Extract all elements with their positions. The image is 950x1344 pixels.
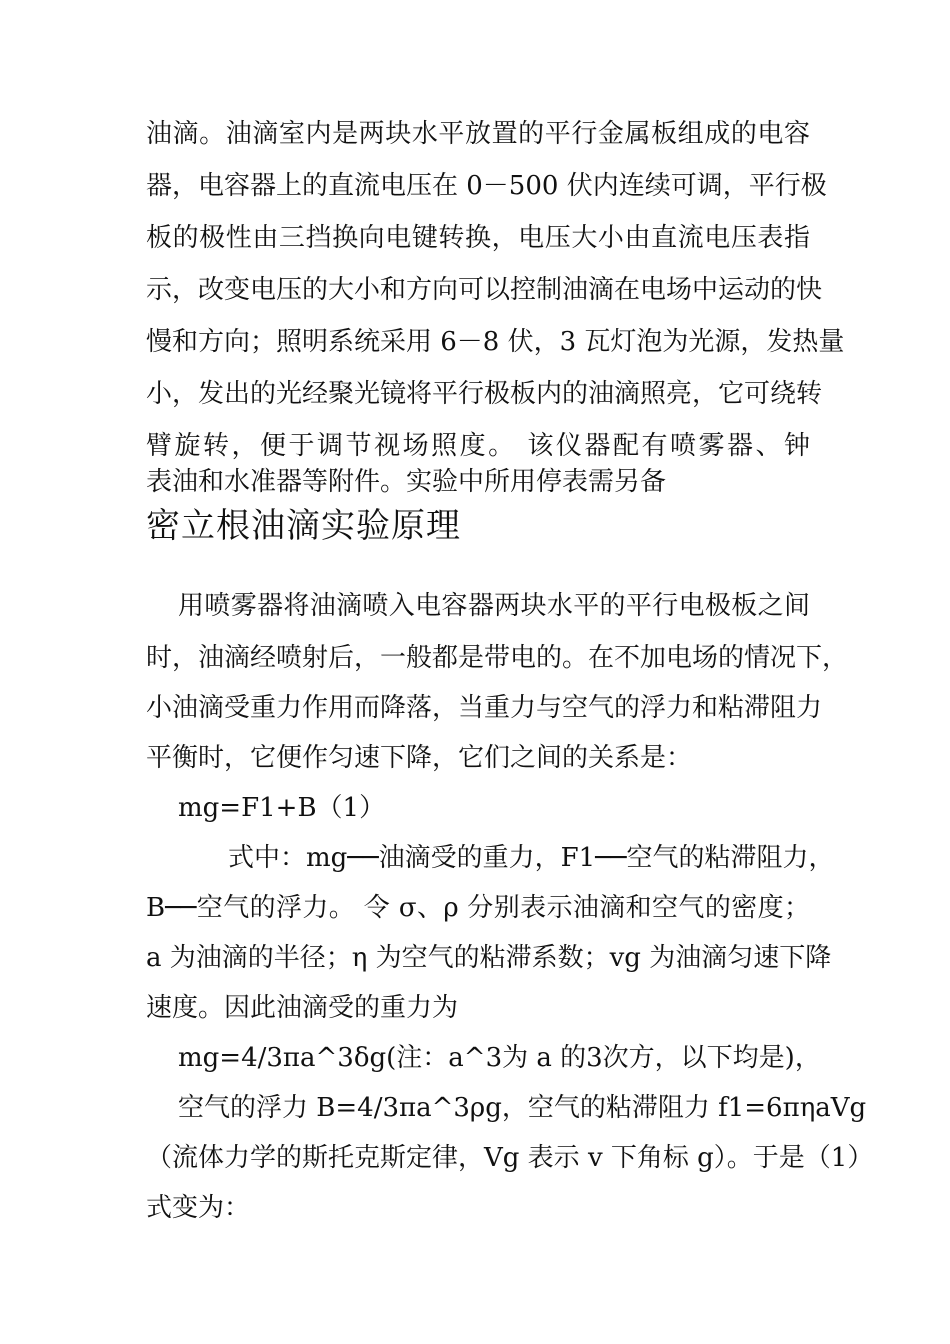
buoyancy-line-1: 空气的浮力 B=4/3πa^3ρg，空气的粘滞阻力 f1=6πηaVg (178, 1093, 867, 1123)
intro-line-1: 油滴。油滴室内是两块水平放置的平行金属板组成的电容 (146, 119, 810, 149)
intro-line-5: 慢和方向；照明系统采用 6－8 伏，3 瓦灯泡为光源，发热量 (146, 327, 845, 357)
buoyancy-line-3: 式变为： (146, 1193, 251, 1223)
principle-line-4: 平衡时，它便作匀速下降，它们之间的关系是： (146, 743, 693, 773)
intro-line-4: 示，改变电压的大小和方向可以控制油滴在电场中运动的快 (146, 275, 823, 305)
buoyancy-line-2: （流体力学的斯托克斯定律，Vg 表示 v 下角标 g）。于是（1） (146, 1143, 874, 1173)
section-heading: 密立根油滴实验原理 (146, 506, 461, 546)
definitions-line-1: 式中：mg──油滴受的重力，F1──空气的粘滞阻力， (228, 843, 835, 873)
intro-line-8: 表油和水准器等附件。实验中所用停表需另备 (146, 467, 667, 497)
equation-1: mg=F1+B（1） (178, 793, 386, 823)
definitions-line-2: B──空气的浮力。 令 σ、ρ 分别表示油滴和空气的密度； (146, 893, 810, 923)
definitions-line-4: 速度。因此油滴受的重力为 (146, 993, 459, 1023)
definitions-line-3: a 为油滴的半径；η 为空气的粘滞系数；vg 为油滴匀速下降 (146, 943, 832, 973)
principle-line-1: 用喷雾器将油滴喷入电容器两块水平的平行电极板之间 (178, 591, 810, 621)
principle-line-3: 小油滴受重力作用而降落，当重力与空气的浮力和粘滞阻力 (146, 693, 823, 723)
principle-line-2: 时，油滴经喷射后，一般都是带电的。在不加电场的情况下， (146, 643, 849, 673)
intro-line-3: 板的极性由三挡换向电键转换，电压大小由直流电压表指 (146, 223, 810, 253)
intro-line-6: 小，发出的光经聚光镜将平行极板内的油滴照亮，它可绕转 (146, 379, 823, 409)
gravity-formula: mg=4/3πa^3δg(注：a^3为 a 的3次方，以下均是)， (178, 1043, 821, 1073)
intro-line-7: 臂旋转，便于调节视场照度。 该仪器配有喷雾器、钟 (146, 431, 810, 461)
intro-line-2: 器，电容器上的直流电压在 0－500 伏内连续可调，平行极 (146, 171, 827, 201)
